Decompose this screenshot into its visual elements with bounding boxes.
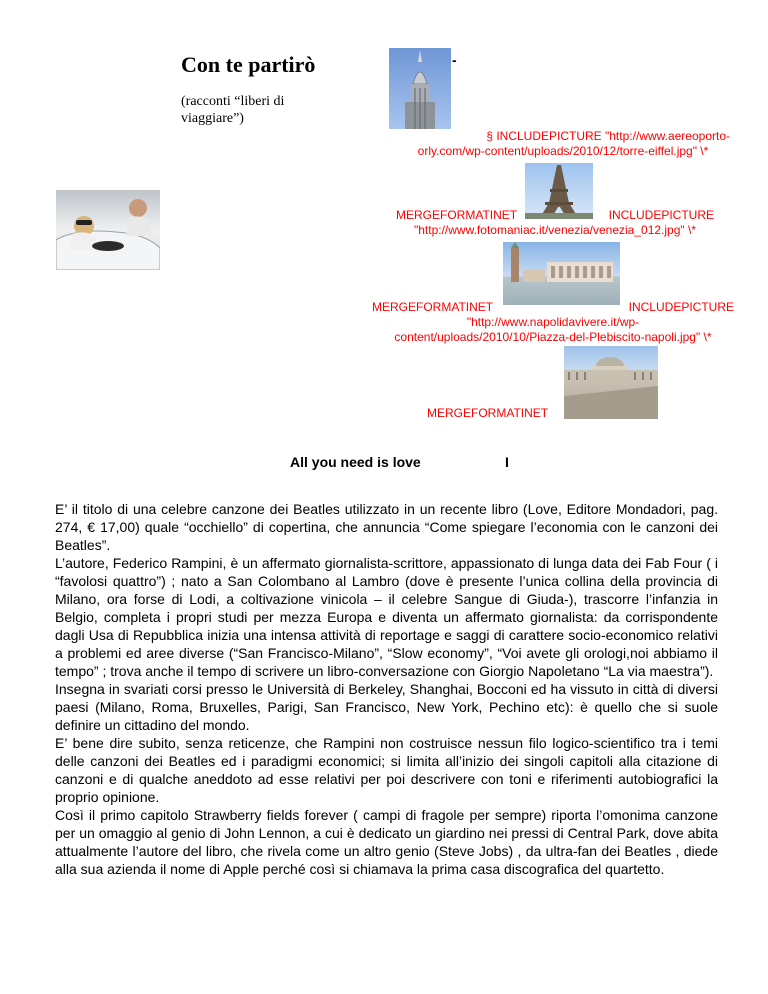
includepicture-field-naples [372, 300, 734, 345]
field-code-line: § INCLUDEPICTURE "http://www.aereoporto- [486, 129, 730, 143]
field-code-mergeformat: MERGEFORMATINET [372, 300, 494, 314]
field-code-line: content/uploads/2010/10/Piazza-del-Plebiscito-napoli.jpg" \* [394, 330, 712, 344]
field-code-includepicture: INCLUDEPICTURE [608, 208, 714, 222]
paragraph: Insegna in svariati corsi presso le Università di Berkeley, Shanghai, Bocconi ed ha vissuto in città di diversi paesi (Milano, Roma, Bruxelles, Parigi, San Francisco, New York, Pechino etc): è quello che si suole definire un cittadino del mondo. [55, 681, 718, 733]
includepicture-field-venice [396, 208, 714, 238]
paragraph: E’ il titolo di una celebre canzone dei Beatles utilizzato in un recente libro (Love, Editore Mondadori, pag. 274, € 17,00) quale “occhiello” di copertina, che annuncia “Come spiegare l’economia con le canzoni dei Beatles”. [55, 501, 718, 553]
paragraph: L’autore, Federico Rampini, è un affermato giornalista-scrittore, appassionato di lunga data dei Fab Four ( i “favolosi quattro”) ; nato a San Colombano al Lambro (dove è presente l’unica collina della provincia di Milano, ora forse di Lodi, a coltivazione vinicola – il celebre Sangue di Giuda-), trascorre l’infanzia in Belgio, completa i propri studi per mezza Europa e diventa un affermato giornalista: da corrispondente dagli Usa di Repubblica inizia una intensa attività di reportage e saggi di carattere socio-economico relativi a problemi ed aree diverse (“San Francisco-Milano”, “Slow economy”, “Voi avete gli orologi,noi abbiamo il tempo” ; trova anche il tempo di scrivere un libro-conversazione con Giorgio Napoletano “La via maestra”). [55, 555, 718, 679]
field-code-line: "http://www.napolidavivere.it/wp- [466, 315, 640, 329]
section-heading: All you need is love [290, 454, 421, 470]
field-code-line: orly.com/wp-content/uploads/2010/12/torre-eiffel.jpg" \* [417, 144, 709, 158]
stray-dash: - [452, 52, 457, 68]
naples-plebiscito-image [564, 346, 658, 419]
section-number: I [505, 454, 509, 470]
includepicture-field-eiffel [396, 129, 730, 159]
mergeformat-field-end: MERGEFORMATINET [427, 406, 549, 420]
field-code-includepicture: INCLUDEPICTURE [628, 300, 734, 314]
article-body [55, 500, 718, 878]
field-code-mergeformat: MERGEFORMATINET [396, 208, 518, 222]
field-code-line: "http://www.fotomaniac.it/venezia/venezia_012.jpg" \* [413, 223, 696, 237]
page-subtitle: (racconti “liberi di viaggiare”) [181, 94, 285, 126]
paragraph: E’ bene dire subito, senza reticenze, che Rampini non costruisce nessun filo logico-scientifico tra i temi delle canzoni dei Beatles ed i paradigmi economici; si limita all’inizio dei singoli capitoli alla citazione di canzoni e di qualche aneddoto ad esse relativi per poi descrivere con toni e riferimenti autobiografici la proprio opinione. [55, 735, 718, 805]
page-title: Con te partirò [181, 52, 316, 77]
venice-image [503, 242, 620, 305]
paragraph: Così il primo capitolo Strawberry fields forever ( campi di fragole per sempre) riporta l’omonima canzone per un omaggio al genio di John Lennon, a cui è dedicato un giardino nei pressi di Central Park, dove abita attualmente l’autore del libro, che rivela come un altro genio (Steve Jobs) , da ultra-fan dei Beatles , diede alla sua azienda il nome di Apple perché così si chiamava la prima casa discografica del quartetto. [55, 807, 718, 877]
convertible-car-photo [56, 190, 160, 270]
chrysler-building-image [389, 48, 451, 129]
